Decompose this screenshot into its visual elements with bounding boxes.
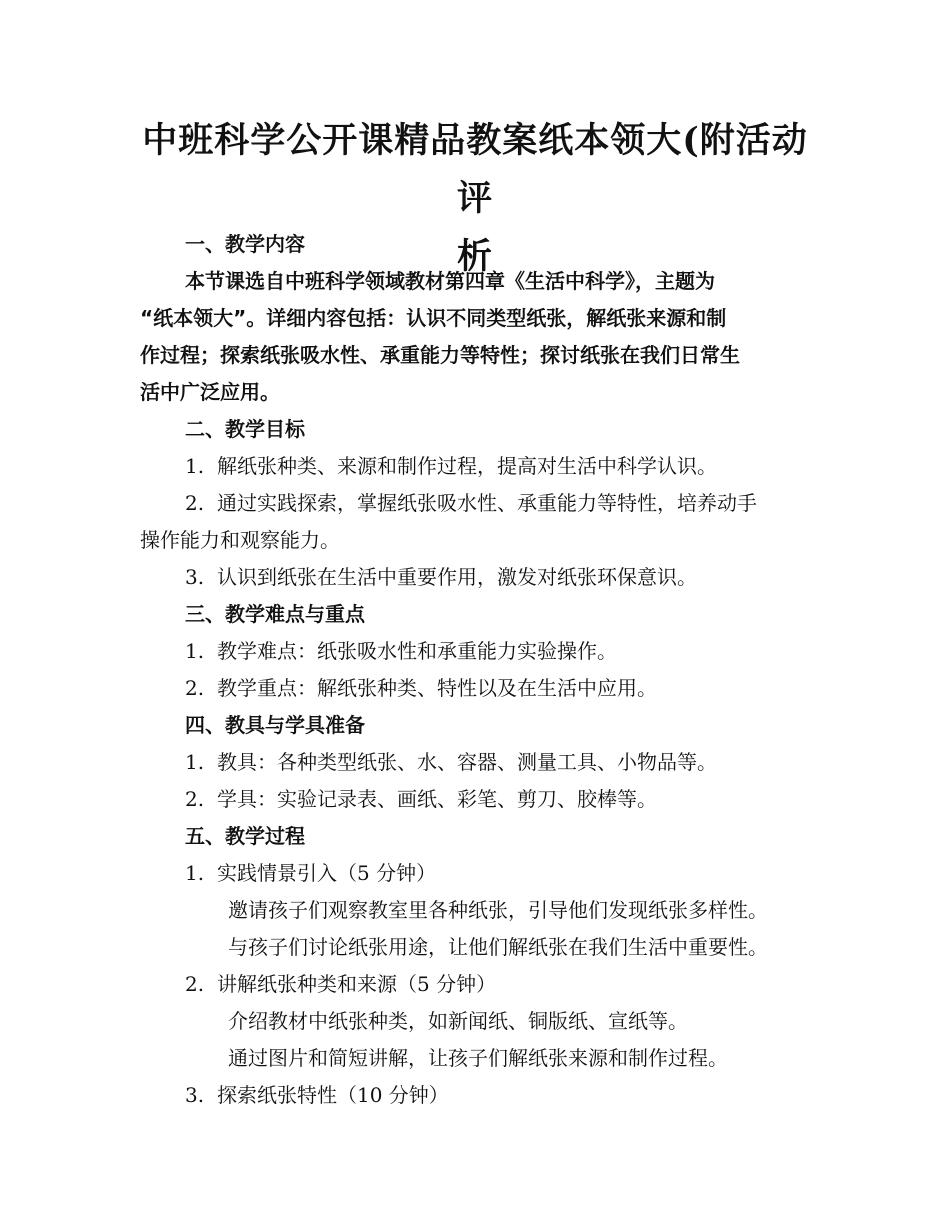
process-step-number: 2. [185,972,205,996]
process-step [185,859,436,887]
list-item-text: 解纸张种类、来源和制作过程，提高对生活中科学认识。 [217,454,717,478]
process-step-text: 实践情景引入（5 分钟） [217,861,437,885]
list-item [185,637,617,665]
list-item-text: 教具：各种类型纸张、水、容器、测量工具、小物品等。 [217,750,717,774]
paragraph-line: 作过程；探索纸张吸水性、承重能力等特性；探讨纸张在我们日常生 [140,343,740,367]
list-item-number: 1. [185,454,205,478]
process-detail: 与孩子们讨论纸张用途，让他们解纸张在我们生活中重要性。 [228,935,768,959]
list-item-text: 认识到纸张在生活中重要作用，激发对纸张环保意识。 [217,565,697,589]
process-step-text: 探索纸张特性（10 分钟） [217,1083,449,1107]
title-line-2: 析 [456,236,493,277]
list-item [185,748,717,776]
list-item [185,785,657,813]
paragraph-line: 活中广泛应用。 [140,380,280,404]
section-heading-difficulties: 三、教学难点与重点 [185,602,365,626]
process-step-number: 1. [185,861,205,885]
paragraph-line: “纸本领大”。详细内容包括：认识不同类型纸张，解纸张来源和制 [140,306,727,330]
list-item-number: 2. [185,491,205,515]
list-item-text: 学具：实验记录表、画纸、彩笔、剪刀、胶棒等。 [217,787,657,811]
process-detail: 通过图片和简短讲解，让孩子们解纸张来源和制作过程。 [228,1046,728,1070]
list-item-text: 通过实践探索，掌握纸张吸水性、承重能力等特性，培养动手 [217,491,757,515]
title-line-1: 中班科学公开课精品教案纸本领大(附活动评 [142,120,808,219]
section-heading-process: 五、教学过程 [185,824,305,848]
list-item-number: 2. [185,676,205,700]
list-item-number: 1. [185,750,205,774]
document-title [130,112,820,286]
process-detail: 介绍教材中纸张种类，如新闻纸、铜版纸、宣纸等。 [228,1009,688,1033]
list-item-continuation: 操作能力和观察能力。 [140,528,340,552]
process-step-text: 讲解纸张种类和来源（5 分钟） [217,972,497,996]
process-step [185,1081,449,1109]
list-item [185,674,657,702]
process-step [185,970,496,998]
process-step-number: 3. [185,1083,205,1107]
process-detail: 邀请孩子们观察教室里各种纸张，引导他们发现纸张多样性。 [228,898,768,922]
list-item-number: 2. [185,787,205,811]
list-item-number: 1. [185,639,205,663]
list-item-text: 教学重点：解纸张种类、特性以及在生活中应用。 [217,676,657,700]
list-item [185,452,717,480]
list-item [185,489,757,517]
list-item-number: 3. [185,565,205,589]
paragraph-line: 本节课选自中班科学领域教材第四章《生活中科学》，主题为 [185,269,715,293]
section-heading-materials: 四、教具与学具准备 [185,713,365,737]
section-heading-teaching-goals: 二、教学目标 [185,417,305,441]
section-heading-teaching-content: 一、教学内容 [185,232,305,256]
list-item-text: 教学难点：纸张吸水性和承重能力实验操作。 [217,639,617,663]
list-item [185,563,697,591]
